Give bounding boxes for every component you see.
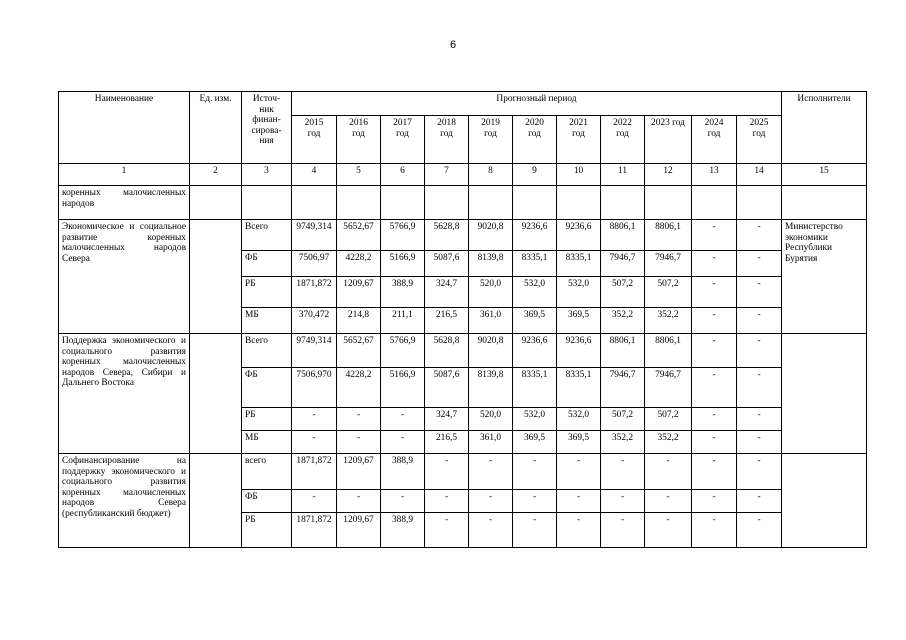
value-cell: 4228,2: [337, 251, 381, 277]
value-cell: 9749,314: [292, 220, 337, 251]
value-cell: 7946,7: [601, 251, 645, 277]
value-cell: -: [737, 513, 782, 548]
value-cell: -: [381, 490, 425, 513]
value-cell: -: [692, 490, 737, 513]
value-cell: -: [692, 308, 737, 334]
value-cell: 520,0: [469, 408, 513, 431]
value-cell: 352,2: [601, 308, 645, 334]
value-cell: 214,8: [337, 308, 381, 334]
value-cell: 9236,6: [557, 220, 601, 251]
year-header: 2021 год: [557, 116, 601, 164]
value-cell: -: [692, 277, 737, 308]
value-cell: -: [513, 454, 557, 490]
value-cell: 4228,2: [337, 368, 381, 408]
value-cell: 8806,1: [601, 220, 645, 251]
value-cell: -: [292, 408, 337, 431]
value-cell: -: [737, 251, 782, 277]
value-cell: 5087,6: [425, 251, 469, 277]
value-cell: 361,0: [469, 431, 513, 454]
value-cell: -: [737, 408, 782, 431]
value-cell: 8139,8: [469, 251, 513, 277]
value-cell: 370,472: [292, 308, 337, 334]
page-number: 6: [449, 39, 457, 51]
value-cell: 7946,7: [645, 251, 692, 277]
value-cell: -: [692, 454, 737, 490]
column-number: 2: [190, 164, 242, 186]
value-cell: -: [337, 408, 381, 431]
continuation-row: [59, 186, 867, 220]
value-cell: 5766,9: [381, 334, 425, 368]
unit-cell: [190, 220, 242, 334]
value-cell: -: [292, 490, 337, 513]
column-number: 11: [601, 164, 645, 186]
measure-name: Софинансирование на поддержку экономического и социального развития коренных малочисленных народов Севера (республиканский бюджет): [59, 454, 190, 548]
funding-source: РБ: [242, 277, 292, 308]
value-cell: 388,9: [381, 513, 425, 548]
value-cell: -: [425, 454, 469, 490]
value-cell: 9236,6: [557, 334, 601, 368]
continuation-text: коренных малочисленных народов: [59, 186, 190, 220]
value-cell: 361,0: [469, 308, 513, 334]
header-executors: Исполнители: [782, 92, 867, 164]
unit-cell: [190, 454, 242, 548]
value-cell: -: [425, 513, 469, 548]
funding-source: ФБ: [242, 251, 292, 277]
header-forecast: Прогнозный период: [292, 92, 782, 116]
value-cell: 388,9: [381, 277, 425, 308]
value-cell: -: [692, 251, 737, 277]
value-cell: -: [737, 454, 782, 490]
value-cell: -: [469, 513, 513, 548]
column-number: 10: [557, 164, 601, 186]
header-unit: Ед. изм.: [190, 92, 242, 164]
value-cell: 5087,6: [425, 368, 469, 408]
value-cell: -: [601, 454, 645, 490]
funding-source: Всего: [242, 334, 292, 368]
value-cell: -: [737, 334, 782, 368]
value-cell: 532,0: [557, 408, 601, 431]
value-cell: 5628,8: [425, 334, 469, 368]
value-cell: -: [692, 368, 737, 408]
value-cell: 9236,6: [513, 334, 557, 368]
value-cell: 7946,7: [645, 368, 692, 408]
value-cell: -: [337, 490, 381, 513]
year-header: 2019 год: [469, 116, 513, 164]
funding-source: МБ: [242, 308, 292, 334]
column-number: 1: [59, 164, 190, 186]
value-cell: -: [469, 454, 513, 490]
value-cell: 9020,8: [469, 334, 513, 368]
value-cell: 7946,7: [601, 368, 645, 408]
executor: [782, 454, 867, 548]
column-number: 9: [513, 164, 557, 186]
value-cell: -: [601, 490, 645, 513]
value-cell: 1871,872: [292, 513, 337, 548]
value-cell: 352,2: [645, 431, 692, 454]
value-cell: 369,5: [557, 308, 601, 334]
value-cell: 507,2: [645, 277, 692, 308]
value-cell: 532,0: [513, 408, 557, 431]
value-cell: 5766,9: [381, 220, 425, 251]
value-cell: 532,0: [513, 277, 557, 308]
value-cell: -: [557, 513, 601, 548]
value-cell: 369,5: [513, 308, 557, 334]
value-cell: 369,5: [513, 431, 557, 454]
measure-name: Поддержка экономического и социального развития коренных малочисленных народов Севера, Сибири и Дальнего Востока: [59, 334, 190, 454]
column-number: 15: [782, 164, 867, 186]
value-cell: 352,2: [601, 431, 645, 454]
value-cell: -: [557, 454, 601, 490]
value-cell: -: [737, 368, 782, 408]
value-cell: 216,5: [425, 431, 469, 454]
executor: Министерство экономики Республики Бурятия: [782, 220, 867, 334]
value-cell: -: [692, 334, 737, 368]
value-cell: -: [425, 490, 469, 513]
year-header: 2017 год: [381, 116, 425, 164]
unit-cell: [190, 334, 242, 454]
value-cell: -: [645, 454, 692, 490]
value-cell: 7506,97: [292, 251, 337, 277]
value-cell: 5628,8: [425, 220, 469, 251]
value-cell: -: [737, 277, 782, 308]
value-cell: -: [381, 431, 425, 454]
value-cell: 324,7: [425, 408, 469, 431]
value-cell: 211,1: [381, 308, 425, 334]
value-cell: 8335,1: [557, 251, 601, 277]
value-cell: -: [469, 490, 513, 513]
value-cell: 1871,872: [292, 454, 337, 490]
value-cell: -: [645, 513, 692, 548]
year-header: 2020 год: [513, 116, 557, 164]
year-header: 2024 год: [692, 116, 737, 164]
column-number: 8: [469, 164, 513, 186]
value-cell: 507,2: [601, 408, 645, 431]
year-header: 2025 год: [737, 116, 782, 164]
column-number: 5: [337, 164, 381, 186]
funding-source: всего: [242, 454, 292, 490]
value-cell: 1209,67: [337, 513, 381, 548]
table-row: [59, 334, 867, 368]
value-cell: 520,0: [469, 277, 513, 308]
value-cell: -: [513, 513, 557, 548]
header-row: [59, 92, 867, 116]
value-cell: 216,5: [425, 308, 469, 334]
header-name: Наименование: [59, 92, 190, 164]
value-cell: -: [692, 513, 737, 548]
value-cell: 5652,67: [337, 220, 381, 251]
year-header: 2022 год: [601, 116, 645, 164]
value-cell: 352,2: [645, 308, 692, 334]
column-number: 3: [242, 164, 292, 186]
value-cell: 388,9: [381, 454, 425, 490]
value-cell: -: [381, 408, 425, 431]
table-row: [59, 454, 867, 490]
table-body: [59, 92, 867, 548]
value-cell: 7506,970: [292, 368, 337, 408]
value-cell: 507,2: [645, 408, 692, 431]
value-cell: -: [557, 490, 601, 513]
value-cell: -: [337, 431, 381, 454]
value-cell: -: [692, 408, 737, 431]
value-cell: 1209,67: [337, 454, 381, 490]
column-number: 6: [381, 164, 425, 186]
value-cell: 1209,67: [337, 277, 381, 308]
year-header: 2018 год: [425, 116, 469, 164]
year-header: 2016 год: [337, 116, 381, 164]
value-cell: 1871,872: [292, 277, 337, 308]
value-cell: 9749,314: [292, 334, 337, 368]
value-cell: 8806,1: [601, 334, 645, 368]
executor: [782, 334, 867, 454]
value-cell: 8806,1: [645, 220, 692, 251]
value-cell: -: [513, 490, 557, 513]
value-cell: -: [601, 513, 645, 548]
value-cell: 5652,67: [337, 334, 381, 368]
header-source: Источ- ник финан- сирова- ния: [242, 92, 292, 164]
funding-source: МБ: [242, 431, 292, 454]
value-cell: -: [737, 220, 782, 251]
funding-source: Всего: [242, 220, 292, 251]
value-cell: 5166,9: [381, 251, 425, 277]
value-cell: 9236,6: [513, 220, 557, 251]
value-cell: -: [737, 490, 782, 513]
value-cell: 8139,8: [469, 368, 513, 408]
value-cell: 369,5: [557, 431, 601, 454]
value-cell: -: [292, 431, 337, 454]
value-cell: -: [692, 220, 737, 251]
funding-source: РБ: [242, 513, 292, 548]
forecast-table: [58, 91, 867, 548]
column-number: 4: [292, 164, 337, 186]
value-cell: 9020,8: [469, 220, 513, 251]
value-cell: -: [737, 308, 782, 334]
table-row: [59, 220, 867, 251]
year-header: 2015 год: [292, 116, 337, 164]
funding-source: ФБ: [242, 490, 292, 513]
value-cell: 8335,1: [513, 251, 557, 277]
value-cell: 324,7: [425, 277, 469, 308]
value-cell: -: [645, 490, 692, 513]
value-cell: 532,0: [557, 277, 601, 308]
value-cell: -: [692, 431, 737, 454]
column-number: 13: [692, 164, 737, 186]
column-numbers-row: [59, 164, 867, 186]
column-number: 12: [645, 164, 692, 186]
value-cell: -: [737, 431, 782, 454]
value-cell: 5166,9: [381, 368, 425, 408]
measure-name: Экономическое и социальное развитие коренных малочисленных народов Севера: [59, 220, 190, 334]
value-cell: 8335,1: [513, 368, 557, 408]
funding-source: РБ: [242, 408, 292, 431]
value-cell: 8335,1: [557, 368, 601, 408]
value-cell: 8806,1: [645, 334, 692, 368]
column-number: 7: [425, 164, 469, 186]
year-header: 2023 год: [645, 116, 692, 164]
value-cell: 507,2: [601, 277, 645, 308]
funding-source: ФБ: [242, 368, 292, 408]
column-number: 14: [737, 164, 782, 186]
